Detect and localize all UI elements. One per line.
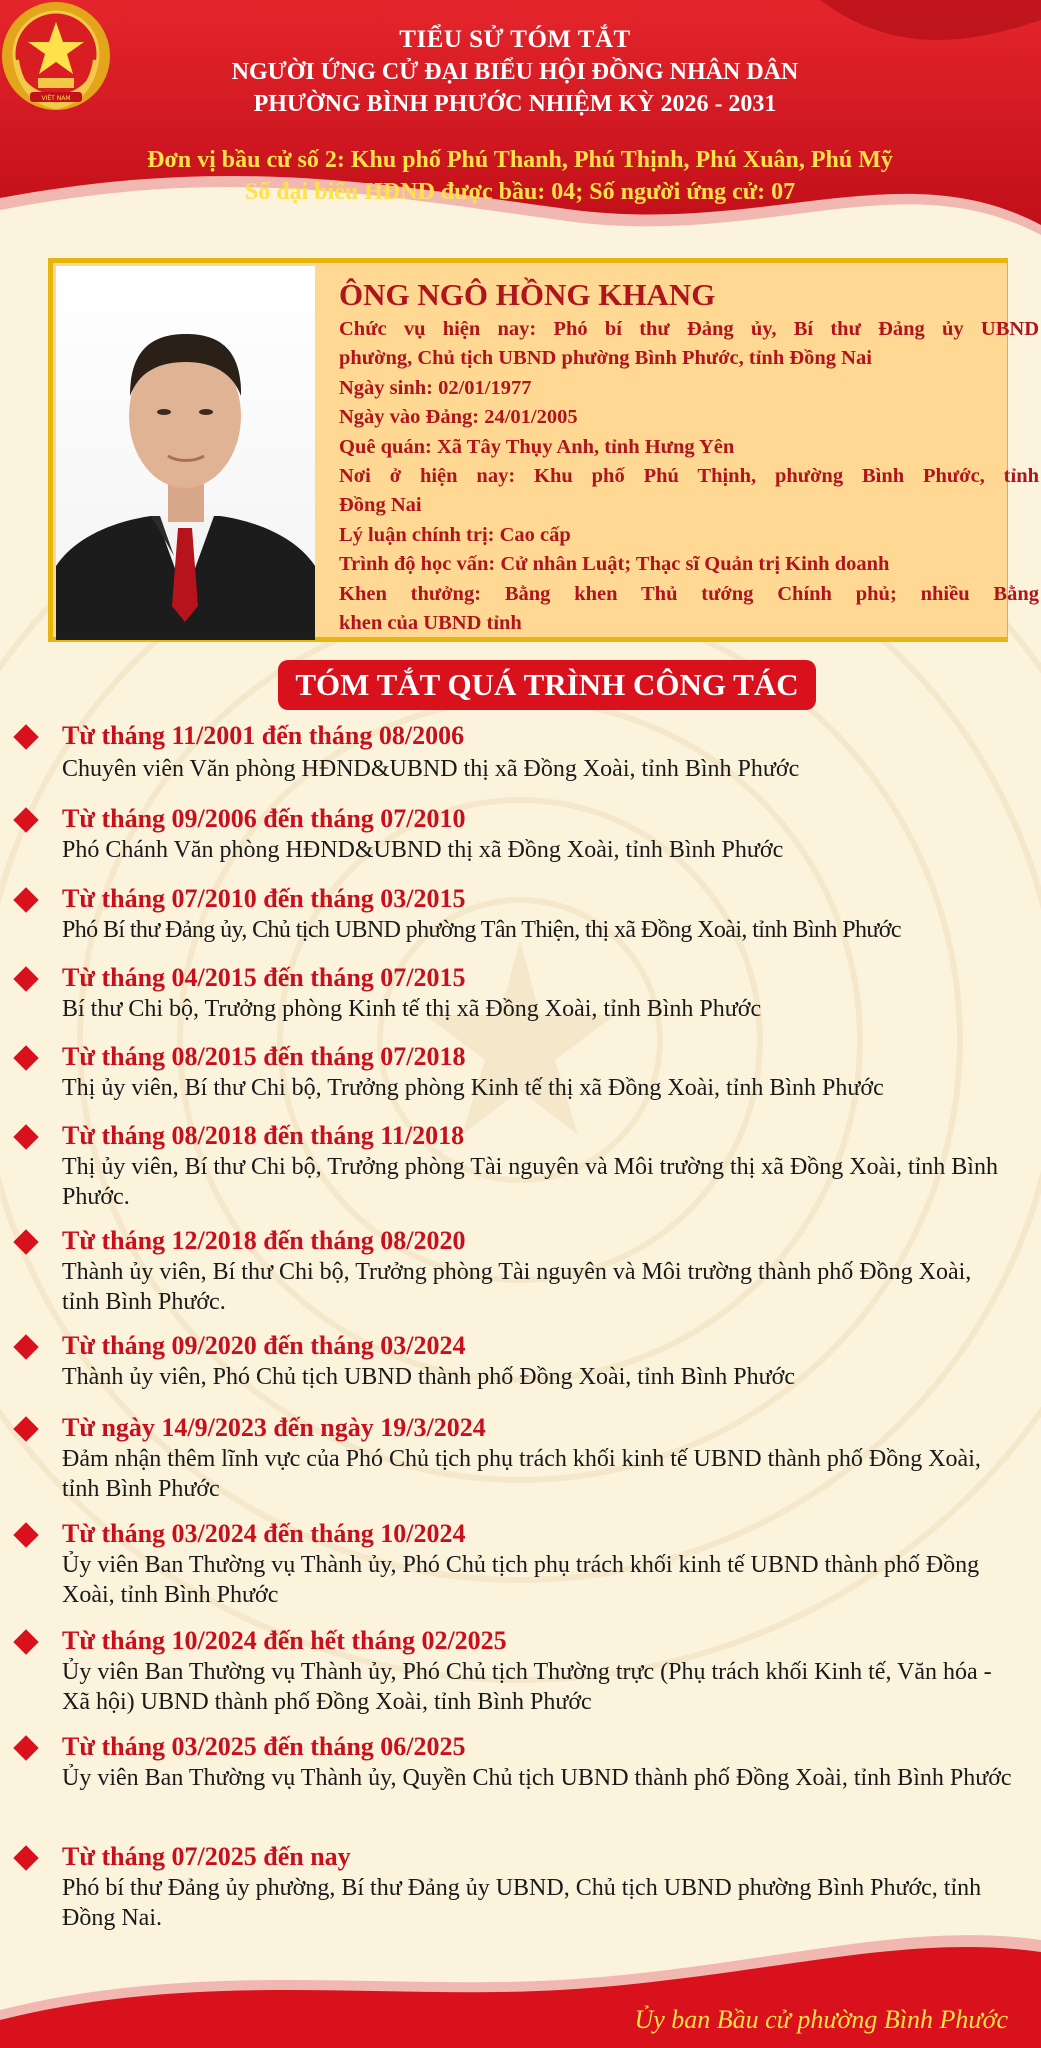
- emblem-text: VIỆT NAM: [41, 95, 71, 102]
- entry-description: Thị ủy viên, Bí thư Chi bộ, Trưởng phòng Kinh tế thị xã Đồng Xoài, tỉnh Bình Phước: [62, 1075, 884, 1101]
- entry-description: Thị ủy viên, Bí thư Chi bộ, Trưởng phòng Tài nguyên và Môi trường thị xã Đồng Xoài, tỉnh Bình Phước.: [62, 1154, 998, 1210]
- entry-description: Đảm nhận thêm lĩnh vực của Phó Chủ tịch phụ trách khối kinh tế UBND thành phố Đồng Xoài, tỉnh Bình Phước: [62, 1446, 981, 1502]
- entry-description: Ủy viên Ban Thường vụ Thành ủy, Phó Chủ tịch Thường trực (Phụ trách khối Kinh tế, Văn hóa - Xã hội) UBND thành phố Đồng Xoài, tỉnh Bình Phước: [62, 1659, 992, 1715]
- candidate-portrait-image: [56, 266, 315, 640]
- page-subtitle-1: NGƯỜI ỨNG CỬ ĐẠI BIỂU HỘI ĐỒNG NHÂN DÂN: [231, 59, 799, 85]
- entry-date: Từ tháng 07/2010 đến tháng 03/2015: [62, 884, 466, 913]
- entry-description: Ủy viên Ban Thường vụ Thành ủy, Quyền Chủ tịch UBND thành phố Đồng Xoài, tỉnh Bình Phước: [62, 1765, 1012, 1791]
- page-title: TIỂU SỬ TÓM TẮT: [399, 26, 631, 53]
- entry-date: Từ tháng 08/2018 đến tháng 11/2018: [62, 1121, 465, 1150]
- hometown: Quê quán: Xã Tây Thụy Anh, tỉnh Hưng Yên: [339, 435, 735, 458]
- entry-description: Chuyên viên Văn phòng HĐND&UBND thị xã Đồng Xoài, tỉnh Bình Phước: [62, 756, 800, 782]
- entry-date: Từ tháng 07/2025 đến nay: [62, 1842, 351, 1871]
- residence-line-1: Nơi ở hiện nay: Khu phố Phú Thịnh, phường Bình Phước, tỉnh: [339, 465, 1039, 488]
- entry-date: Từ tháng 10/2024 đến hết tháng 02/2025: [62, 1626, 507, 1655]
- entry-description: Bí thư Chi bộ, Trưởng phòng Kinh tế thị xã Đồng Xoài, tỉnh Bình Phước: [62, 996, 762, 1022]
- entry-description: Phó bí thư Đảng ủy phường, Bí thư Đảng ủy UBND, Chủ tịch UBND phường Bình Phước, tỉnh Đồng Nai.: [62, 1875, 982, 1931]
- entry-description: Thành ủy viên, Bí thư Chi bộ, Trưởng phòng Tài nguyên và Môi trường thành phố Đồng Xoài, tỉnh Bình Phước.: [62, 1259, 972, 1315]
- position-line-1: Chức vụ hiện nay: Phó bí thư Đảng ủy, Bí thư Đảng ủy UBND: [339, 318, 1039, 340]
- election-unit-info: [60, 144, 980, 208]
- candidate-profile-card: [48, 258, 1039, 642]
- national-emblem-icon: [0, 0, 112, 112]
- section-title: TÓM TẮT QUÁ TRÌNH CÔNG TÁC: [278, 660, 816, 710]
- entry-date: Từ tháng 04/2015 đến tháng 07/2015: [62, 963, 466, 992]
- entry-description: Thành ủy viên, Phó Chủ tịch UBND thành phố Đồng Xoài, tỉnh Bình Phước: [62, 1364, 795, 1390]
- entry-date: Từ tháng 09/2006 đến tháng 07/2010: [62, 804, 466, 833]
- entry-date: Từ tháng 11/2001 đến tháng 08/2006: [62, 721, 465, 750]
- footer-signature: Ủy ban Bầu cử phường Bình Phước: [634, 2005, 1008, 2034]
- candidate-info: [339, 277, 1039, 638]
- entry-description: Ủy viên Ban Thường vụ Thành ủy, Phó Chủ tịch phụ trách khối kinh tế UBND thành phố Đồng Xoài, tỉnh Bình Phước: [62, 1552, 980, 1608]
- awards-line-2: khen của UBND tỉnh: [339, 612, 522, 635]
- entry-description: Phó Bí thư Đảng ủy, Chủ tịch UBND phường Tân Thiện, thị xã Đồng Xoài, tỉnh Bình Phước: [62, 917, 901, 943]
- entry-date: Từ tháng 03/2025 đến tháng 06/2025: [62, 1732, 466, 1761]
- entry-date: Từ tháng 08/2015 đến tháng 07/2018: [62, 1042, 466, 1071]
- residence-line-2: Đồng Nai: [339, 494, 422, 517]
- birth-date: Ngày sinh: 02/01/1977: [339, 376, 532, 399]
- entry-date: Từ tháng 09/2020 đến tháng 03/2024: [62, 1331, 466, 1360]
- education: Trình độ học vấn: Cử nhân Luật; Thạc sĩ Quản trị Kinh doanh: [339, 553, 890, 576]
- page-subtitle-2: PHƯỜNG BÌNH PHƯỚC NHIỆM KỲ 2026 - 2031: [253, 91, 777, 117]
- political-theory: Lý luận chính trị: Cao cấp: [339, 523, 571, 546]
- title-block: [190, 24, 840, 120]
- entry-date: Từ tháng 03/2024 đến tháng 10/2024: [62, 1519, 466, 1548]
- header-banner: [0, 0, 1041, 250]
- candidate-name: ÔNG NGÔ HỒNG KHANG: [339, 277, 716, 312]
- entry-description: Phó Chánh Văn phòng HĐND&UBND thị xã Đồng Xoài, tỉnh Bình Phước: [62, 837, 784, 863]
- delegate-count-line: Số đại biểu HĐND được bầu: 04; Số người ứng cử: 07: [244, 179, 796, 205]
- entry-date: Từ tháng 12/2018 đến tháng 08/2020: [62, 1226, 466, 1255]
- awards-line-1: Khen thưởng: Bằng khen Thủ tướng Chính phủ; nhiều Bằng: [339, 582, 1039, 605]
- candidate-photo: [56, 266, 315, 640]
- election-unit-line: Đơn vị bầu cử số 2: Khu phố Phú Thanh, Phú Thịnh, Phú Xuân, Phú Mỹ: [147, 147, 893, 173]
- entry-date: Từ ngày 14/9/2023 đến ngày 19/3/2024: [62, 1413, 486, 1442]
- party-join-date: Ngày vào Đảng: 24/01/2005: [339, 406, 578, 429]
- profile-inner: [53, 263, 1039, 637]
- position-line-2: phường, Chủ tịch UBND phường Bình Phước, tỉnh Đồng Nai: [339, 347, 872, 370]
